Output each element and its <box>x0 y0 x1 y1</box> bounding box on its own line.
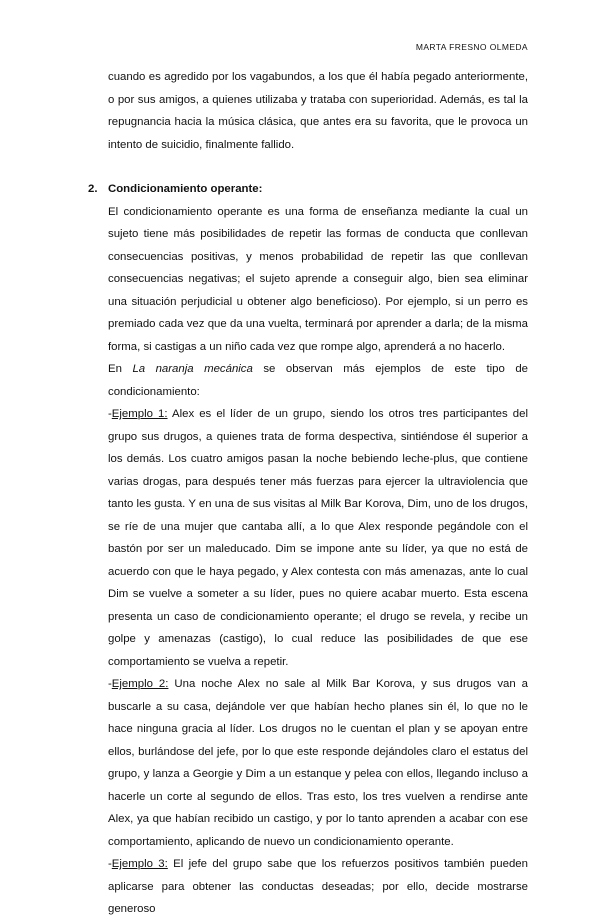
example-3-text: El jefe del grupo sabe que los refuerzos positivos también pueden aplicarse para obtener las conductas deseadas; por ello, decide mostrarse generoso <box>108 858 528 915</box>
intro-paragraph: cuando es agredido por los vagabundos, a los que él había pegado anteriormente, o por sus amigos, a quienes utilizaba y trataba con superioridad. Además, es tal la repugnancia hacia la música clásica, que antes era su favorita, que le provoca un intento de suicidio, finalmente fallido. <box>108 71 528 151</box>
definition-paragraph: El condicionamiento operante es una forma de enseñanza mediante la cual un sujeto tiene más posibilidades de repetir las formas de conducta que conllevan consecuencias positivas, y menos probabilidad de repetir las que conllevan consecuencias negativas; el sujeto aprende a conseguir algo, bien sea eliminar una situación perjudicial u obtener algo beneficioso). Por ejemplo, si un perro es premiado cada vez que da una vuelta, terminará por aprender a darla; de la misma forma, si castigas a un niño cada vez que rompe algo, aprenderá a no hacerlo. <box>108 205 528 353</box>
example-1-label: Ejemplo 1: <box>111 408 168 420</box>
example-3-label: Ejemplo 3: <box>111 858 168 870</box>
example-3-paragraph: -Ejemplo 3: El jefe del grupo sabe que los refuerzos positivos también pueden aplicarse para obtener las conductas deseadas; por ello, decide mostrarse generoso <box>108 858 528 915</box>
film-intro-paragraph <box>108 358 528 403</box>
example-2-text: Una noche Alex no sale al Milk Bar Korova, y sus drugos van a buscarle a su casa, dejándole ver que habían hecho planes sin él, lo que no le hace ninguna gracia al líder. Los drugos no le cuentan el plan y se apoyan entre ellos, burlándose del jefe, por lo que este responde dejándoles claro el estatus del grupo, y lanza a Georgie y Dim a un estanque y pelea con ellos, llegando incluso a hacerle un corte al segundo de ellos. Tras esto, los tres vuelven a rendirse ante Alex, ya que habían recibido un castigo, y por lo tanto aprenden a acabar con ese comportamiento, aplicando de nuevo un condicionamiento operante. <box>108 678 528 848</box>
page-header-author: MARTA FRESNO OLMEDA <box>415 42 528 52</box>
film-intro-post: se observan más ejemplos de este tipo de condicionamiento: <box>108 363 529 398</box>
example-1-paragraph: -Ejemplo 1: Alex es el líder de un grupo, siendo los otros tres participantes del grupo sus drugos, a quienes trata de forma despectiva, sintiéndose él superior a los demás. Los cuatro amigos pasan la noche bebiendo leche-plus, que contiene varias drogas, para después tener más fuerzas para ejercer la ultraviolencia que tanto les gusta. Y en una de sus visitas al Milk Bar Korova, Dim, uno de los drugos, se ríe de una mujer que cantaba allí, a lo que Alex responde pegándole con el bastón por ser un maleducado. Dim se impone ante su líder, ya que no está de acuerdo con que le haya pegado, y Alex contesta con más amenazas, ante lo cual Dim se vuelve a someter a su líder, pues no quiere acabar muerto. Esta escena presenta un caso de condicionamiento operante; el drugo se revela, y recibe un golpe y amenazas (castigo), lo cual reduce las posibilidades de que ese comportamiento se vuelva a repetir. <box>108 408 528 668</box>
film-intro-pre: En <box>108 363 133 375</box>
example-2-paragraph: -Ejemplo 2: Una noche Alex no sale al Milk Bar Korova, y sus drugos van a buscarle a su casa, dejándole ver que habían hecho planes sin él, lo que no le hace ninguna gracia al líder. Los drugos no le cuentan el plan y se apoyan entre ellos, burlándose del jefe, por lo que este responde dejándoles claro el estatus del grupo, y lanza a Georgie y Dim a un estanque y pelea con ellos, llegando incluso a hacerle un corte al segundo de ellos. Tras esto, los tres vuelven a rendirse ante Alex, ya que habían recibido un castigo, y por lo tanto aprenden a acabar con ese comportamiento, aplicando de nuevo un condicionamiento operante. <box>108 678 528 848</box>
section-heading <box>88 178 528 201</box>
section-title: Condicionamiento operante: <box>108 183 263 195</box>
section-number: 2. <box>88 183 98 195</box>
document-body <box>88 66 529 921</box>
film-title: La naranja mecánica <box>132 363 253 375</box>
example-1-text: Alex es el líder de un grupo, siendo los otros tres participantes del grupo sus drugos, a quienes trata de forma despectiva, sintiéndose él superior a los demás. Los cuatro amigos pasan la noche bebiendo leche-plus, que contiene varias drogas, para después tener más fuerzas para ejercer la ultraviolencia que tanto les gusta. Y en una de sus visitas al Milk Bar Korova, Dim, uno de los drugos, se ríe de una mujer que cantaba allí, a lo que Alex responde pegándole con el bastón por ser un maleducado. Dim se impone ante su líder, ya que no está de acuerdo con que le haya pegado, y Alex contesta con más amenazas, ante lo cual Dim se vuelve a someter a su líder, pues no quiere acabar muerto. Esta escena presenta un caso de condicionamiento operante; el drugo se revela, y recibe un golpe y amenazas (castigo), lo cual reduce las posibilidades de que ese comportamiento se vuelva a repetir. <box>108 408 528 668</box>
example-2-label: Ejemplo 2: <box>111 678 169 690</box>
